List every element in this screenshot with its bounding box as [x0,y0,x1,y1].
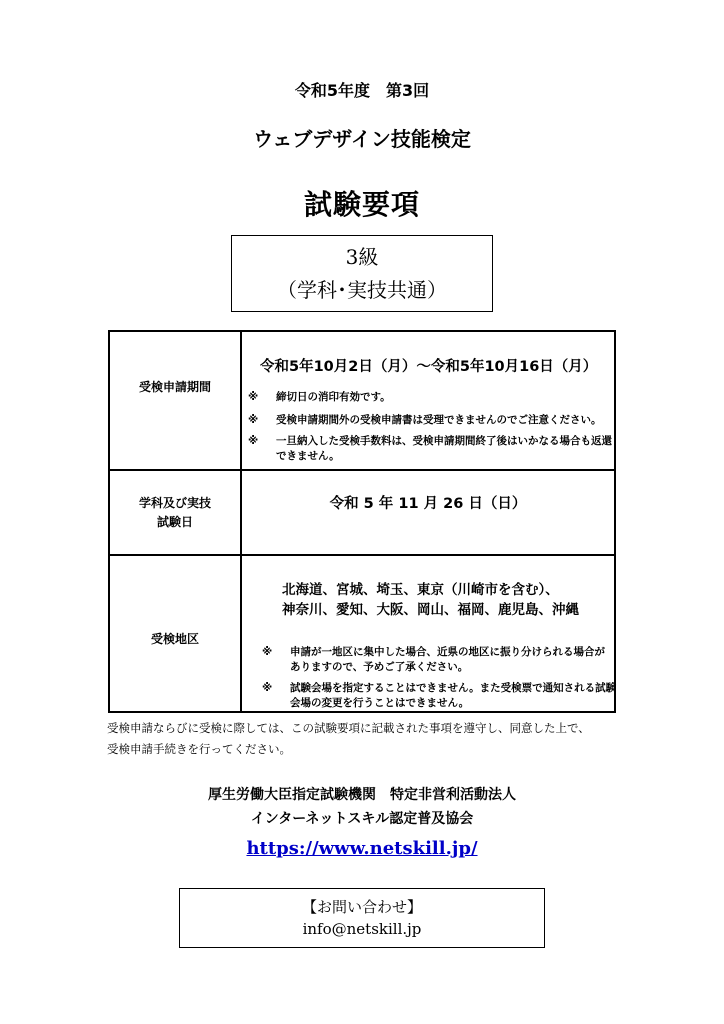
contact-label: 【お問い合わせ】 [301,898,422,916]
note-mark: ※ [248,435,259,447]
consent-line2: 受検申請手続きを行ってください。 [107,742,291,756]
note-mark: ※ [248,391,259,403]
application-period-row [110,332,614,469]
organization-name: インターネットスキル認定普及協会 [250,811,474,827]
grade-scope: （学科･実技共通） [277,278,447,302]
note-mark: ※ [262,646,273,658]
exam-date-label-line2: 試験日 [156,515,193,529]
contact-email: info@netskill.jp [302,920,422,938]
website-link[interactable]: https://www.netskill.jp/ [246,838,478,859]
note-text: 会場の変更を行うことはできません。 [290,697,470,709]
consent-line1: 受検申請ならびに受検に際しては、この試験要項に記載された事項を遵守し、同意した上で、 [107,721,590,735]
application-period-value-cell [242,332,614,469]
note-text: 一旦納入した受検手数料は、受検申請期間終了後はいかなる場合も返還 [276,435,612,447]
application-period-label: 受検申請期間 [138,380,211,394]
note-text: ありますので、予めご了承ください。 [290,661,469,673]
note-text: できません。 [276,450,340,462]
note-text: 試験会場を指定することはできません。また受検票で通知される試験 [290,682,617,694]
organization-designation: 厚生労働大臣指定試験機関 特定非営利活動法人 [208,787,516,803]
exam-region-row [110,554,617,711]
certification-name: ウェブデザイン技能検定 [253,127,471,151]
exam-region-label: 受検地区 [150,632,199,646]
organization-url [0,838,724,859]
note-mark: ※ [262,682,273,694]
contact-box [179,888,545,948]
exam-region-value-cell [242,556,617,711]
application-period-label-cell [110,332,242,469]
exam-date-row [110,469,614,554]
region-list-line1: 北海道、宮城、埼玉、東京（川崎市を含む）、 [282,582,559,598]
grade-box [231,235,493,312]
consent-notice [107,718,590,760]
exam-year-heading: 令和5年度 第3回 [294,81,430,100]
exam-date-value: 令和 5 年 11 月 26 日（日） [329,496,527,512]
note-mark: ※ [248,414,259,426]
note-text: 申請が一地区に集中した場合、近県の地区に振り分けられる場合が [290,646,605,658]
exam-date-label-line1: 学科及び実技 [138,496,211,510]
grade-level: 3級 [345,245,379,269]
exam-date-value-cell [242,471,614,554]
note-text: 受検申請期間外の受検申請書は受理できませんのでご注意ください。 [276,414,602,426]
note-text: 締切日の消印有効です。 [276,391,391,403]
region-list [282,580,579,620]
application-period-value: 令和5年10月2日（月）～令和5年10月16日（月） [260,359,598,375]
region-list-line2: 神奈川、愛知、大阪、岡山、福岡、鹿児島、沖縄 [282,602,579,618]
exam-info-table [108,330,616,713]
exam-region-label-cell [110,556,242,711]
document-title: 試験要項 [303,188,420,221]
exam-date-label-cell [110,471,242,554]
